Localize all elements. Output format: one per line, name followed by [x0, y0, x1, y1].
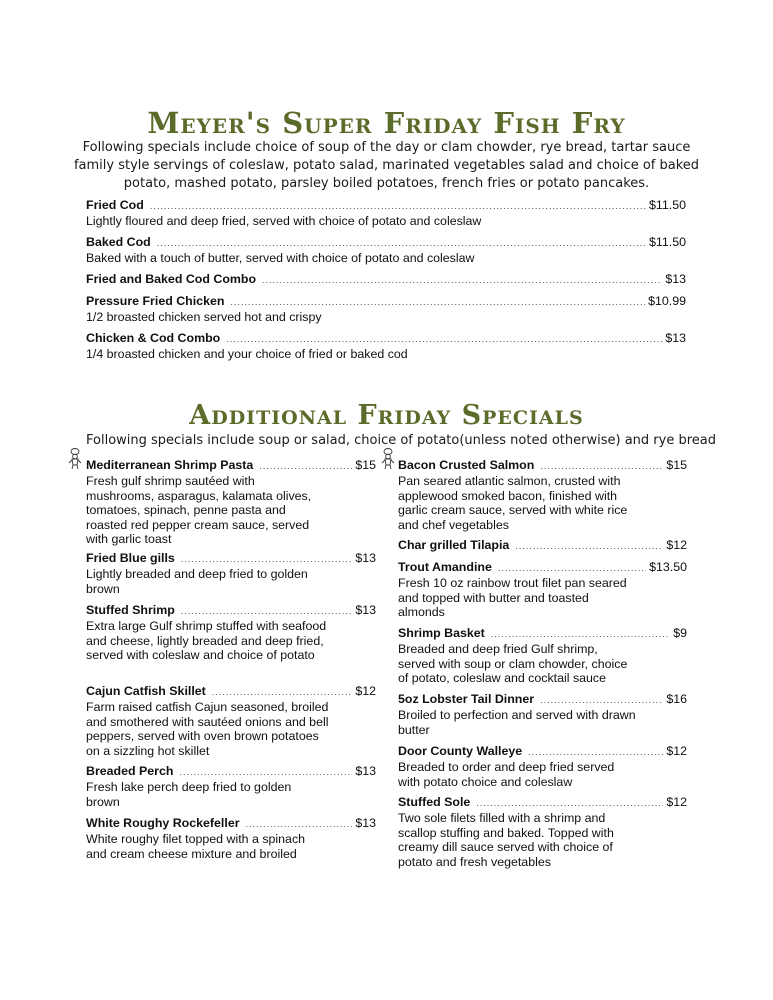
item-description: Fresh lake perch deep fried to golden brown	[86, 780, 292, 809]
menu-item	[86, 235, 686, 266]
menu-item	[398, 538, 687, 554]
item-name: Baked Cod	[86, 235, 151, 249]
menu-item	[398, 795, 687, 869]
item-description: Farm raised catfish Cajun seasoned, broiled and smothered with sautéed onions and bell peppers, served with oven brown potatoes on a sizzling hot skillet	[86, 700, 329, 758]
item-price: $16	[666, 692, 687, 706]
chef-icon	[68, 448, 82, 470]
menu-item	[86, 603, 376, 663]
item-description: Fresh 10 oz rainbow trout filet pan seared and topped with butter and toasted almonds	[398, 576, 627, 620]
fish-fry-intro: Following specials include choice of soup of the day or clam chowder, rye bread, tartar sauce family style servings of coleslaw, potato salad, marinated vegetables salad and choice of baked potato, mashed potato, parsley boiled potatoes, french fries or potato pancakes.	[73, 140, 700, 191]
item-description: Fresh gulf shrimp sautéed with mushrooms, asparagus, kalamata olives, tomatoes, spinach, penne pasta and roasted red pepper cream sauce, served with garlic toast	[86, 474, 312, 547]
menu-item	[86, 764, 376, 809]
item-price: $12	[666, 744, 687, 758]
item-description: Broiled to perfection and served with drawn butter	[398, 708, 636, 737]
item-name: White Roughy Rockefeller	[86, 816, 240, 830]
menu-item	[398, 692, 687, 737]
menu-item	[86, 551, 376, 596]
menu-item	[398, 458, 687, 532]
menu-item	[86, 331, 686, 362]
item-description: Pan seared atlantic salmon, crusted with applewood smoked bacon, finished with garlic cream sauce, served with white rice and chef vegetables	[398, 474, 628, 532]
item-description: Breaded and deep fried Gulf shrimp, served with soup or clam chowder, choice of potato, coleslaw and cocktail sauce	[398, 642, 628, 686]
item-price: $12	[355, 684, 376, 698]
item-description: Breaded to order and deep fried served with potato choice and coleslaw	[398, 760, 615, 789]
item-description: White roughy filet topped with a spinach and cream cheese mixture and broiled	[86, 832, 306, 861]
item-name: Shrimp Basket	[398, 626, 485, 640]
item-name: Char grilled Tilapia	[398, 538, 510, 552]
item-price: $13.50	[649, 560, 687, 574]
menu-item	[86, 816, 376, 861]
item-price: $12	[666, 538, 687, 552]
item-description: Two sole filets filled with a shrimp and scallop stuffing and baked. Topped with creamy dill sauce served with choice of potato and fresh vegetables	[398, 811, 614, 869]
item-description: Lightly floured and deep fried, served with choice of potato and coleslaw	[86, 214, 482, 228]
menu-item	[86, 458, 376, 547]
item-name: Breaded Perch	[86, 764, 174, 778]
item-price: $15	[355, 458, 376, 472]
menu-item	[86, 198, 686, 229]
menu-title-fish-fry: Meyer's Super Friday Fish Fry	[147, 106, 626, 140]
item-price: $13	[355, 551, 376, 565]
item-price: $13	[665, 331, 686, 345]
item-price: $13	[355, 816, 376, 830]
menu-item	[398, 560, 687, 620]
item-name: Fried and Baked Cod Combo	[86, 272, 257, 286]
item-description: Lightly breaded and deep fried to golden brown	[86, 567, 308, 596]
item-name: Door County Walleye	[398, 744, 523, 758]
item-name: Mediterranean Shrimp Pasta	[86, 458, 254, 472]
item-name: Fried Cod	[86, 198, 144, 212]
item-price: $13	[665, 272, 686, 286]
menu-item	[398, 744, 687, 789]
item-name: Pressure Fried Chicken	[86, 294, 225, 308]
item-description: Baked with a touch of butter, served with choice of potato and coleslaw	[86, 251, 475, 265]
item-name: Cajun Catfish Skillet	[86, 684, 206, 698]
menu-item	[398, 626, 687, 686]
item-name: Trout Amandine	[398, 560, 492, 574]
item-price: $12	[666, 795, 687, 809]
item-price: $10.99	[648, 294, 686, 308]
item-price: $9	[673, 626, 687, 640]
item-description: 1/4 broasted chicken and your choice of fried or baked cod	[86, 347, 408, 361]
item-description: Extra large Gulf shrimp stuffed with seafood and cheese, lightly breaded and deep fried, served with coleslaw and choice of potato	[86, 619, 327, 663]
item-name: Stuffed Sole	[398, 795, 471, 809]
menu-item	[86, 294, 686, 325]
item-price: $15	[666, 458, 687, 472]
item-name: Bacon Crusted Salmon	[398, 458, 535, 472]
item-name: Chicken & Cod Combo	[86, 331, 221, 345]
chef-icon	[381, 448, 395, 470]
menu-item	[86, 272, 686, 288]
specials-intro: Following specials include soup or salad, choice of potato(unless noted otherwise) and rye bread	[86, 433, 716, 448]
item-price: $11.50	[649, 198, 686, 212]
item-name: Stuffed Shrimp	[86, 603, 175, 617]
item-name: 5oz Lobster Tail Dinner	[398, 692, 535, 706]
item-name: Fried Blue gills	[86, 551, 175, 565]
item-price: $13	[355, 764, 376, 778]
menu-item	[86, 684, 376, 758]
item-price: $13	[355, 603, 376, 617]
item-description: 1/2 broasted chicken served hot and crispy	[86, 310, 322, 324]
menu-title-additional-specials: Additional Friday Specials	[189, 400, 584, 431]
item-price: $11.50	[649, 235, 686, 249]
